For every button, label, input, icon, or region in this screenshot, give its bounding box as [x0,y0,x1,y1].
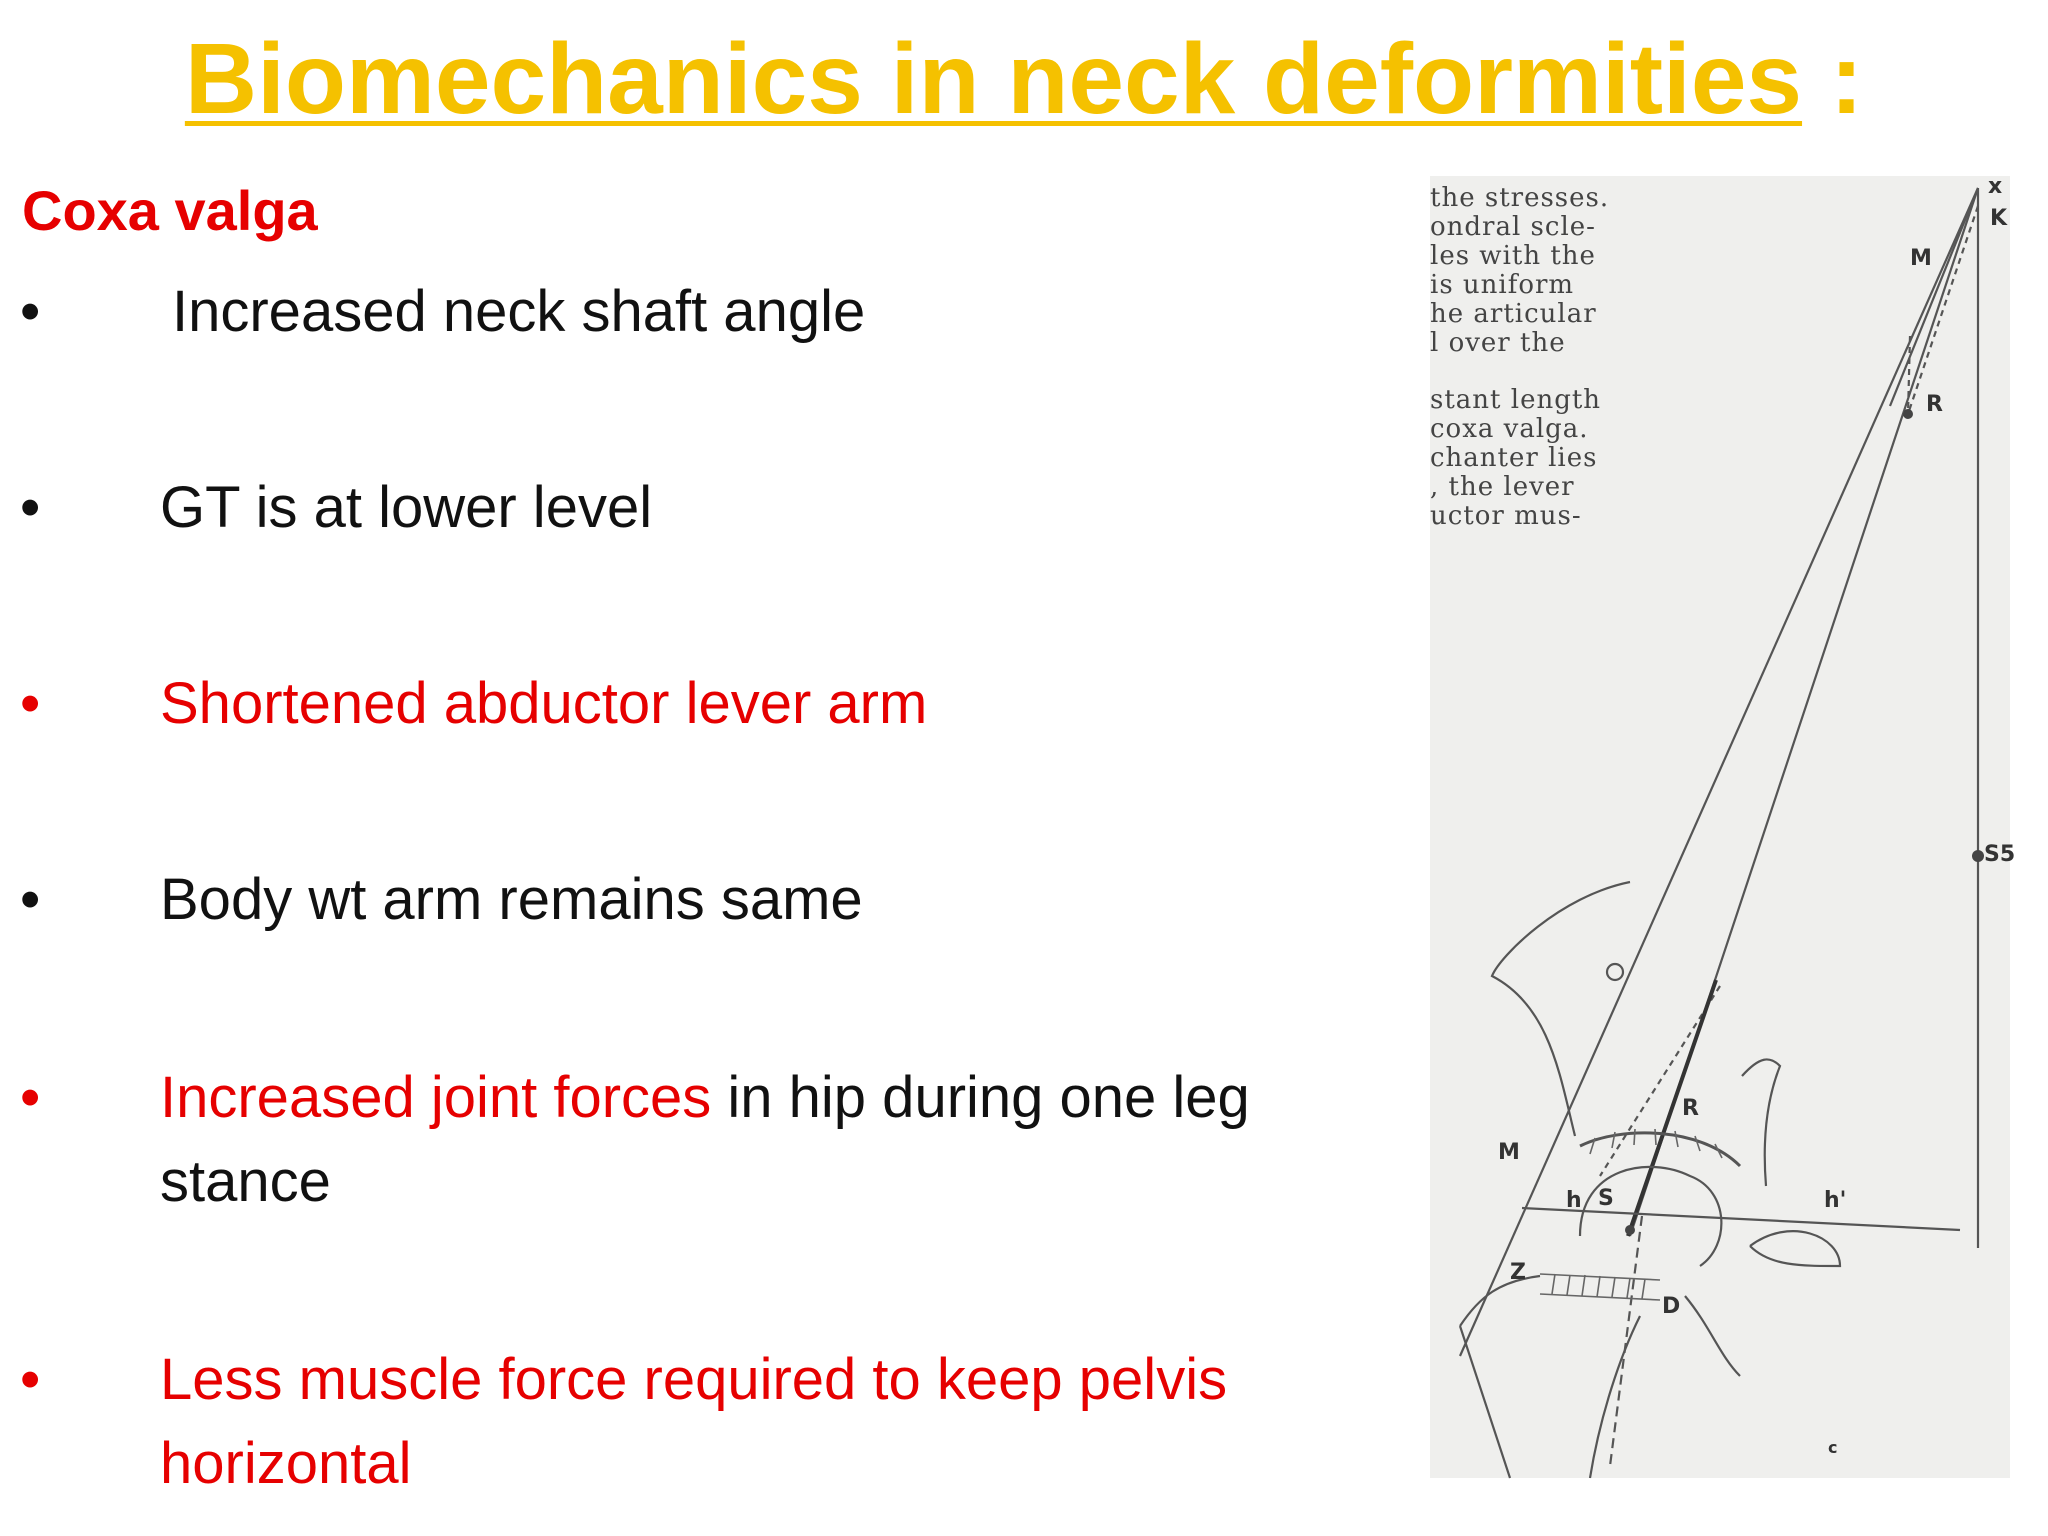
trochanter-outline [1460,1276,1540,1326]
center-marker [1607,964,1623,980]
pelvis-outline [1742,1059,1780,1186]
point-markers [1625,409,1984,1235]
bullet-dot: • [20,279,41,344]
hatched-physis [1540,1274,1660,1300]
bullet-text [160,1056,1370,1224]
femur-outline [1460,1326,1510,1478]
label-s5: S5 [1984,842,2016,867]
bullet-text: Body wt arm remains same [160,867,863,932]
lever-line [1522,1208,1960,1230]
scanned-text-line: uctor mus- [1430,501,1582,531]
scanned-text-line: stant length [1430,385,1602,415]
bullet-dot: • [20,671,41,736]
bullet-text-red: Increased joint forces [160,1065,712,1130]
scanned-text-line: he articular [1430,299,1597,329]
slide-title [0,22,2048,137]
label-c: c [1828,1438,1838,1457]
label-m-mid: M [1498,1140,1520,1165]
bullet-dot: • [20,1065,41,1130]
obturator-outline [1750,1231,1840,1266]
slide-title-colon: : [1802,23,1864,135]
line-m [1460,188,1978,1356]
label-k: K [1990,206,2008,231]
bullet-text: Shortened abductor lever arm [160,671,928,736]
slide-title-text: Biomechanics in neck deformities [184,23,1803,135]
scanned-text-line: coxa valga. [1430,414,1589,444]
dashed-axis [1610,1216,1642,1466]
scanned-text-line: l over the [1430,328,1566,358]
scanned-text-line: , the lever [1430,472,1575,502]
scanned-text-line: ondral scle- [1430,212,1596,242]
dashed-line [1908,206,1978,414]
label-r-top: R [1926,392,1943,417]
pelvis-outline [1685,1296,1740,1376]
scanned-text-line: is uniform [1430,270,1575,300]
scanned-text-line: the stresses. [1430,183,1610,213]
label-x: x [1988,174,2003,199]
bullet-text: Less muscle force required to keep pelvis horizontal [160,1347,1228,1496]
label-r-mid: R [1682,1096,1699,1121]
femur-outline [1590,1316,1640,1478]
scanned-text-line: les with the [1430,241,1596,271]
bullet-dot: • [20,1347,41,1412]
bullet-text: GT is at lower level [160,475,653,540]
label-d: D [1662,1294,1681,1319]
bullet-dot: • [20,867,41,932]
label-s: S [1598,1186,1614,1211]
pelvis-outline [1492,882,1630,1136]
coxa-valga-diagram [1430,174,2016,1478]
bullet-text-black: in hip during one leg stance [160,1065,1250,1214]
label-m-top: M [1910,246,1932,271]
bullet-text: Increased neck shaft angle [172,279,866,344]
label-h: h [1566,1188,1582,1213]
label-z: Z [1510,1260,1526,1285]
line-k [1890,188,1978,406]
bullet-dot: • [20,475,41,540]
scanned-text-line: chanter lies [1430,443,1598,473]
label-h-prime: h' [1824,1188,1847,1213]
force-vector [1628,980,1716,1236]
subheading-coxa-valga: Coxa valga [22,179,318,242]
